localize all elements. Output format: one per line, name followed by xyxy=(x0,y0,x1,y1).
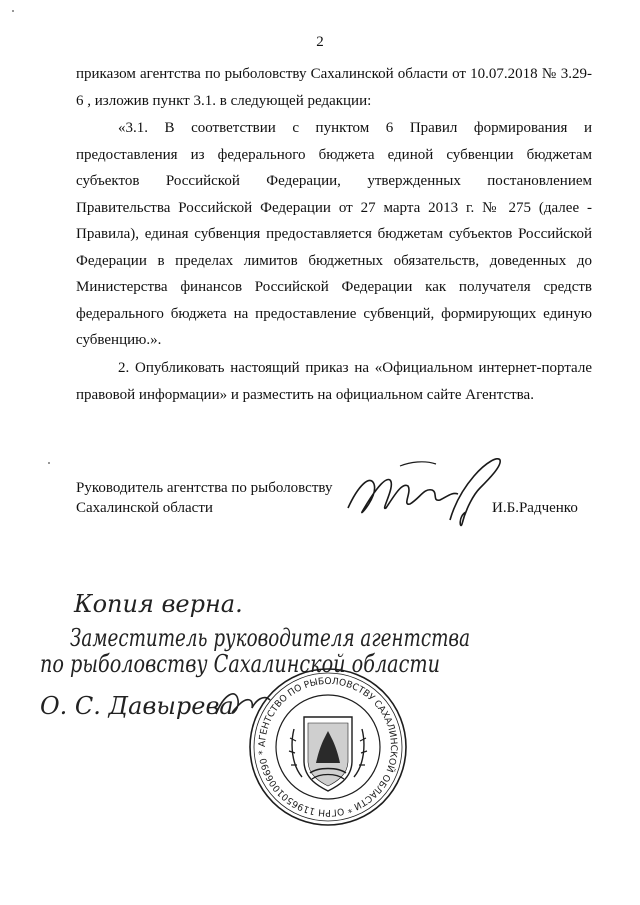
page-number: 2 xyxy=(316,34,324,50)
handwritten-deputy-title: Заместитель руководителя агентства xyxy=(70,624,470,652)
paragraph-publish: 2. Опубликовать настоящий приказ на «Официальном интернет-портале правовой информации» и разместить на официальном сайте Агентства. xyxy=(76,360,592,403)
scan-speck xyxy=(12,10,14,12)
handwritten-copy-correct: Копия верна. xyxy=(74,590,243,618)
handwritten-agency-name: по рыболовству Сахалинской области xyxy=(40,650,440,678)
signatory-title-line1: Руководитель агентства по рыболовству xyxy=(76,480,333,496)
scan-speck xyxy=(48,462,50,464)
official-seal xyxy=(246,665,410,829)
paragraph-clause-3-1: «3.1. В соответствии с пунктом 6 Правил формирования и предоставления из федерального бюджета единой субвенции бюджетам субъектов Российской Федерации, утвержденных постановлением Правительства Российской Федерации от 27 марта 2013 г. № 275 (далее - Правила), единая субвенция предоставляется бюджетам субъектов Российской Федерации в пределах лимитов бюджетных обязательств, доведенных до Министерства финансов Российской Федерации как получателя средств федерального бюджета на предоставление субвенций, формирующих единую субвенцию.». xyxy=(76,120,592,348)
seal-ring-text: АГЕНТСТВО ПО РЫБОЛОВСТВУ САХАЛИНСКОЙ ОБЛАСТИ * ОГРН 1196501006690 * xyxy=(256,675,400,819)
signatory-title xyxy=(76,478,332,518)
handwritten-signature xyxy=(340,446,510,536)
paragraph-intro: приказом агентства по рыболовству Сахалинской области от 10.07.2018 № 3.29-6 , изложив пункт 3.1. в следующей редакции: xyxy=(76,66,592,109)
handwritten-deputy-name: О. С. Давырева xyxy=(40,692,234,720)
signatory-title-line2: Сахалинской области xyxy=(76,500,213,516)
signatory-name: И.Б.Радченко xyxy=(492,500,578,516)
coat-of-arms-icon xyxy=(289,717,367,791)
